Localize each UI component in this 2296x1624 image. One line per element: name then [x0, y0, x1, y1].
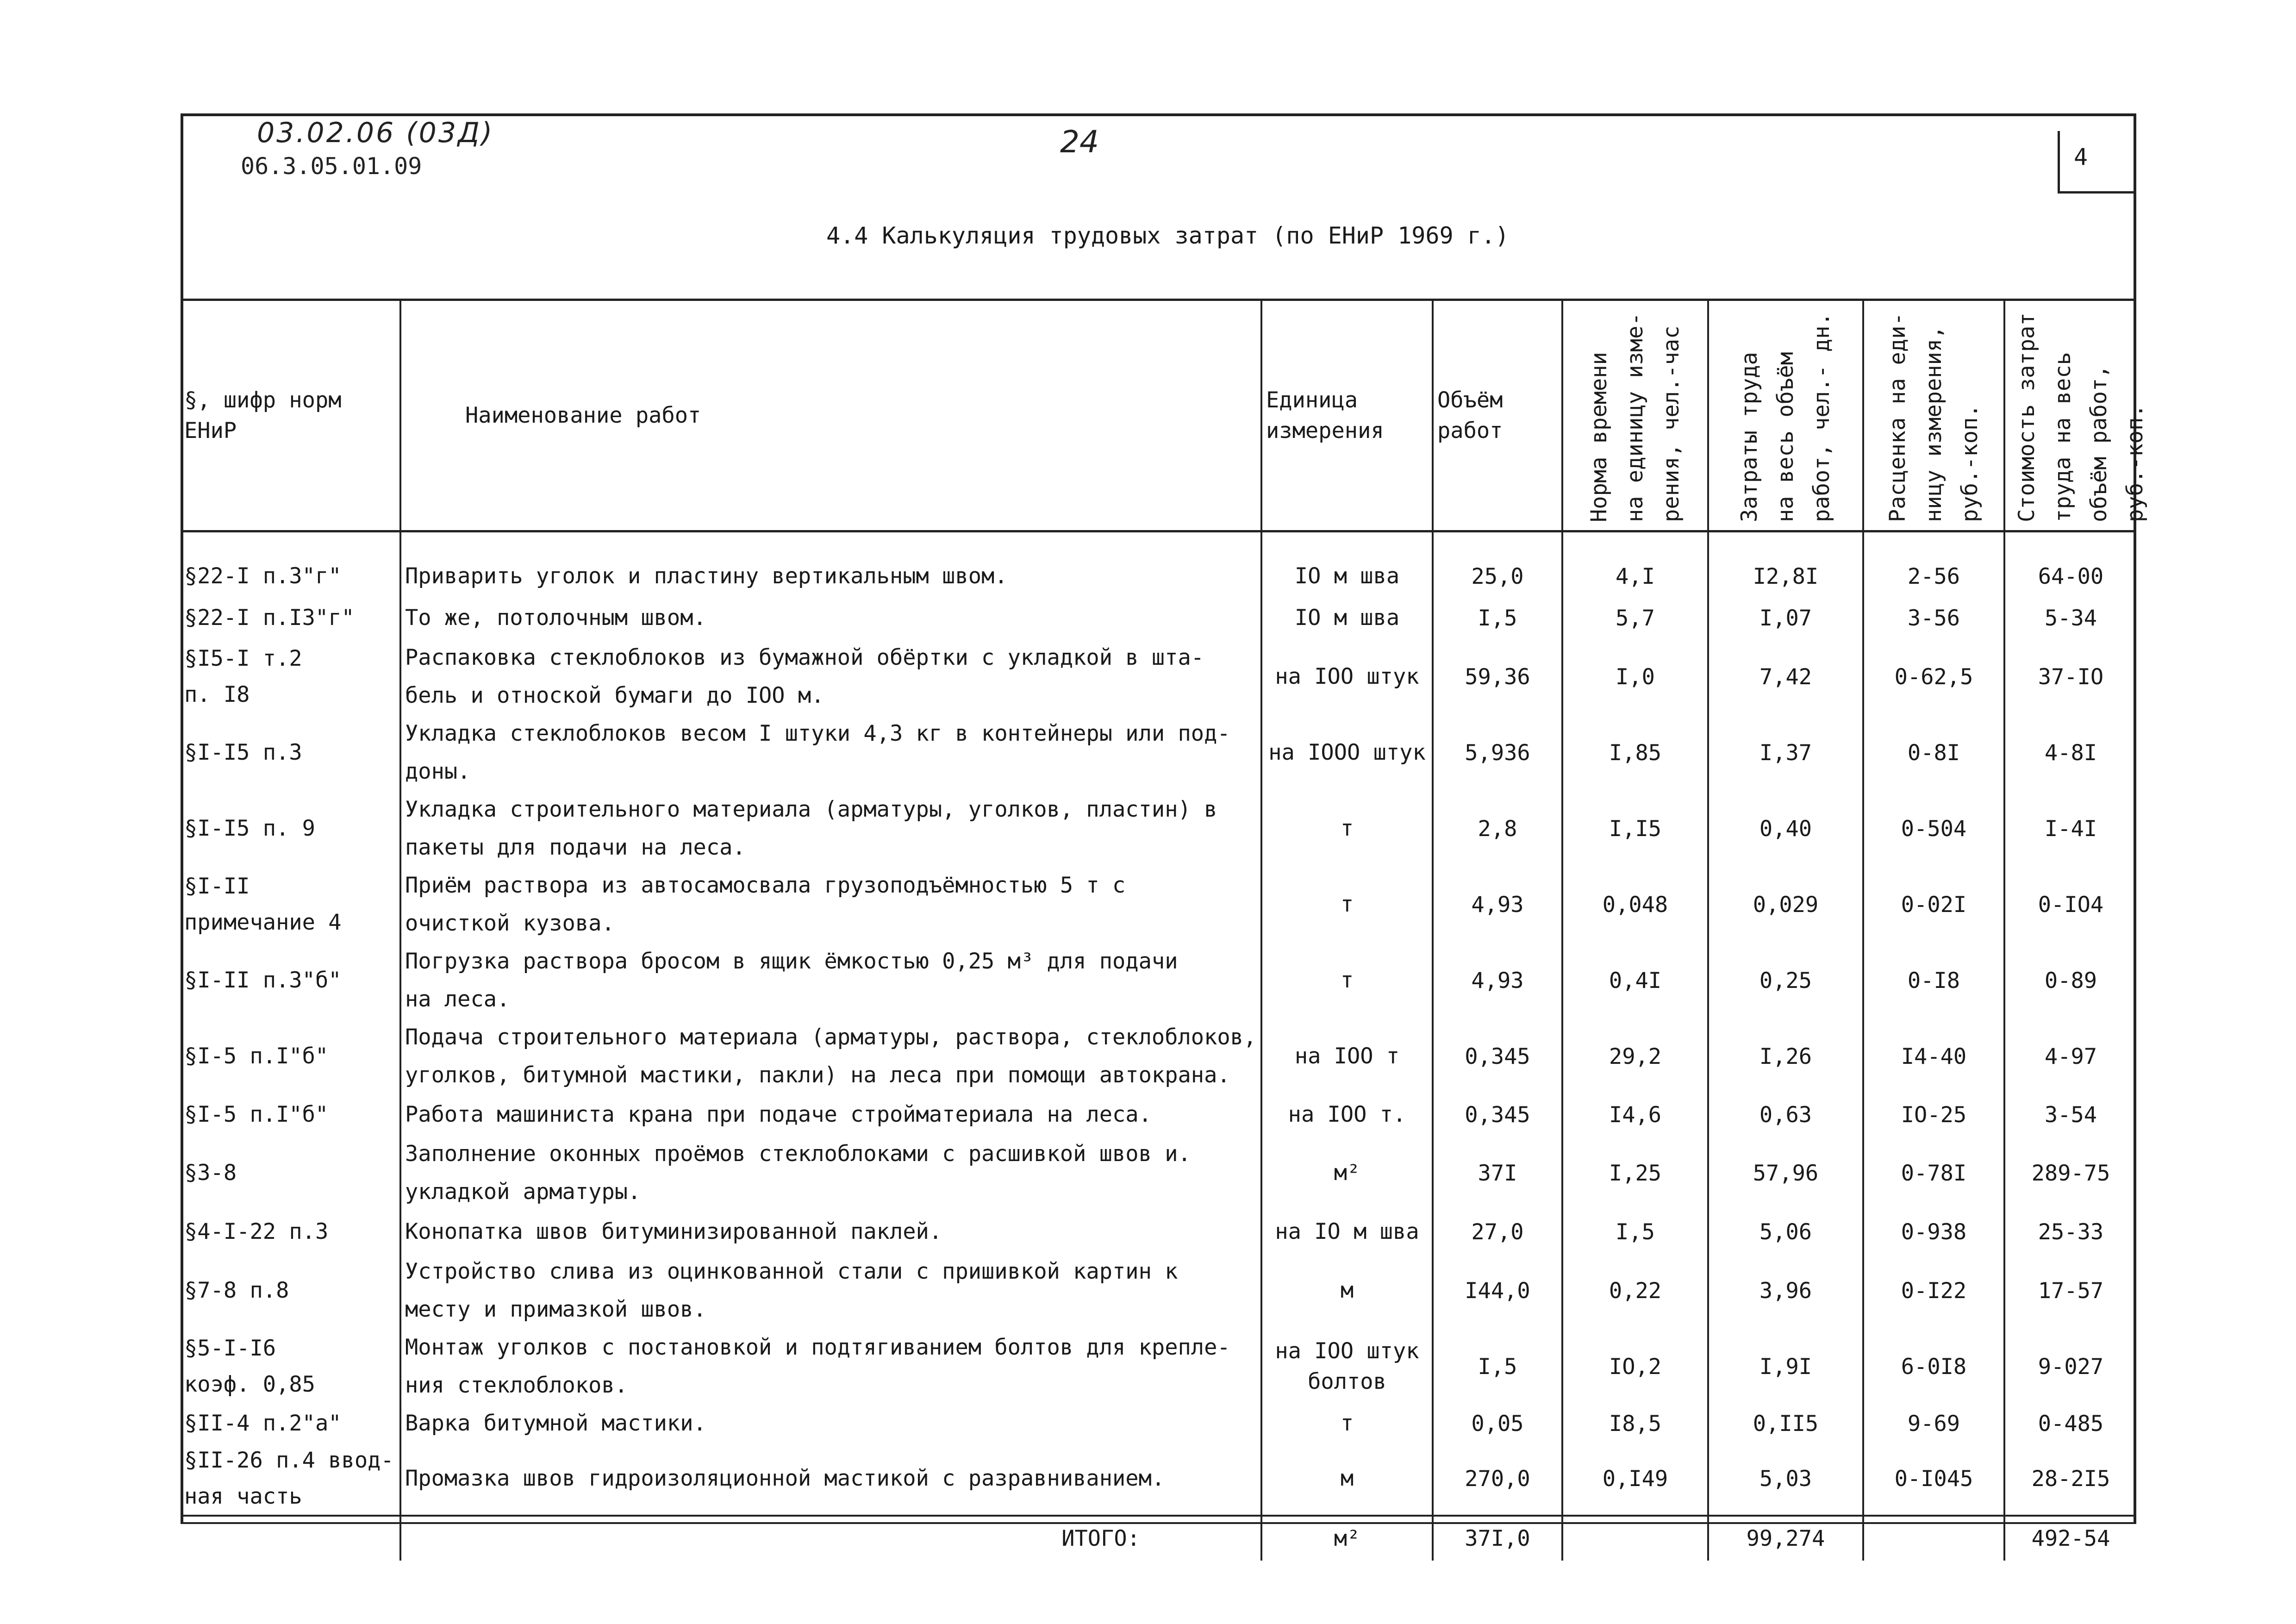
table-cell-ref: §I-II п.3"б" — [184, 968, 342, 993]
table-cell-cost: 37-IO — [2004, 639, 2136, 715]
table-cell-volume: 0,05 — [1433, 1405, 1562, 1443]
table-cell-volume: 0,345 — [1433, 1094, 1562, 1135]
table-row — [181, 1135, 2136, 1211]
table-cell-unit: на IOO штук болтов — [1261, 1329, 1433, 1405]
table-cell-norm: I,I5 — [1562, 791, 1708, 867]
table-row — [181, 1329, 2136, 1405]
table-cell-rate: 3-56 — [1863, 597, 2004, 639]
table-cell-norm: I,5 — [1562, 1211, 1708, 1253]
table-cell-labor: I,9I — [1708, 1329, 1863, 1405]
table-row — [181, 791, 2136, 867]
table-cell-unit: м² — [1261, 1135, 1433, 1211]
table-cell-cost: 0-IO4 — [2004, 867, 2136, 943]
col-header-norm: Норма времени на единицу изме- рения, чел.-час — [1562, 301, 1708, 531]
total-label: ИТОГО: — [400, 1516, 1261, 1561]
table-cell-volume: I,5 — [1433, 597, 1562, 639]
project-code: 06.3.05.01.09 — [241, 153, 422, 180]
col-header-name: Наименование работ — [400, 301, 1261, 531]
table-cell-cost: 3-54 — [2004, 1094, 2136, 1135]
table-cell-rate: 0-504 — [1863, 791, 2004, 867]
table-cell-labor: 0,40 — [1708, 791, 1863, 867]
table-row — [181, 1443, 2136, 1516]
table-cell-name: То же, потолочным швом. — [400, 597, 1261, 639]
table-cell-norm: 0,048 — [1562, 867, 1708, 943]
table-cell-volume: 270,0 — [1433, 1443, 1562, 1516]
table-cell-norm: I8,5 — [1562, 1405, 1708, 1443]
table-cell-volume: 0,345 — [1433, 1018, 1562, 1094]
table-cell-ref: §II-26 п.4 ввод- ная часть — [184, 1448, 394, 1509]
col-header-rate: Расценка на еди- ницу измерения, руб.-коп. — [1863, 301, 2004, 531]
table-cell-cost: 5-34 — [2004, 597, 2136, 639]
table-cell-name: Устройство слива из оцинкованной стали с пришивкой картин к месту и примазкой швов. — [400, 1253, 1261, 1329]
table-header-row — [181, 301, 2136, 531]
table-cell-labor: 7,42 — [1708, 639, 1863, 715]
table-cell-norm: 4,I — [1562, 556, 1708, 597]
table-cell-ref: §I-I5 п.3 — [184, 740, 302, 765]
total-unit: м² — [1261, 1516, 1433, 1561]
table-cell-name: Подача строительного материала (арматуры, раствора, стеклоблоков, уголков, битумной мастики, пакли) на леса при помощи автокрана. — [400, 1018, 1261, 1094]
table-cell-cost: 4-8I — [2004, 715, 2136, 791]
col-header-ref: §, шифр норм ЕНиР — [181, 301, 400, 531]
table-cell-ref: §I-5 п.I"б" — [184, 1043, 329, 1069]
table-cell-cost: 25-33 — [2004, 1211, 2136, 1253]
table-cell-rate: 0-I8 — [1863, 943, 2004, 1018]
table-cell-labor: I,37 — [1708, 715, 1863, 791]
table-cell-rate: 0-62,5 — [1863, 639, 2004, 715]
handwritten-code: 03.02.06 (03Д) — [257, 117, 494, 149]
table-cell-labor: 5,06 — [1708, 1211, 1863, 1253]
table-cell-ref: §22-I п.3"г" — [184, 563, 342, 589]
table-cell-ref: §I-II примечание 4 — [184, 874, 342, 935]
table-cell-labor: 3,96 — [1708, 1253, 1863, 1329]
table-cell-labor: I,26 — [1708, 1018, 1863, 1094]
table-cell-volume: 4,93 — [1433, 867, 1562, 943]
table-cell-labor: 5,03 — [1708, 1443, 1863, 1516]
table-cell-cost: I-4I — [2004, 791, 2136, 867]
table-cell-name: Приём раствора из автосамосвала грузоподъёмностью 5 т с очисткой кузова. — [400, 867, 1261, 943]
table-cell-rate: 0-02I — [1863, 867, 2004, 943]
table-cell-cost: 0-485 — [2004, 1405, 2136, 1443]
table-cell-ref: §I-5 п.I"б" — [184, 1102, 329, 1127]
table-cell-rate: IO-25 — [1863, 1094, 2004, 1135]
table-cell-rate: 2-56 — [1863, 556, 2004, 597]
col-header-volume: Объём работ — [1433, 301, 1562, 531]
col-header-cost: Стоимость затрат труда на весь объём работ, руб.-коп. — [2004, 301, 2136, 531]
table-cell-ref: §5-I-I6 коэф. 0,85 — [184, 1336, 315, 1397]
table-row — [181, 943, 2136, 1018]
table-row — [181, 867, 2136, 943]
table-cell-volume: 27,0 — [1433, 1211, 1562, 1253]
table-cell-unit: на IOO т. — [1261, 1094, 1433, 1135]
spacer-row — [181, 531, 2136, 556]
table-cell-unit: м — [1261, 1253, 1433, 1329]
table-cell-labor: I2,8I — [1708, 556, 1863, 597]
table-cell-rate: 0-I045 — [1863, 1443, 2004, 1516]
table-cell-labor: 0,II5 — [1708, 1405, 1863, 1443]
table-cell-name: Распаковка стеклоблоков из бумажной обёртки с укладкой в шта- бель и отноской бумаги до IOO м. — [400, 639, 1261, 715]
table-row — [181, 1405, 2136, 1443]
table-cell-unit: на IOOO штук — [1261, 715, 1433, 791]
table-cell-labor: 0,029 — [1708, 867, 1863, 943]
table-cell-norm: 0,22 — [1562, 1253, 1708, 1329]
table-cell-norm: 0,4I — [1562, 943, 1708, 1018]
table-row — [181, 556, 2136, 597]
table-cell-unit: т — [1261, 791, 1433, 867]
table-cell-rate: 9-69 — [1863, 1405, 2004, 1443]
table-cell-rate: 0-8I — [1863, 715, 2004, 791]
table-cell-labor: I,07 — [1708, 597, 1863, 639]
table-cell-norm: I,25 — [1562, 1135, 1708, 1211]
table-cell-rate: 0-78I — [1863, 1135, 2004, 1211]
table-cell-cost: 0-89 — [2004, 943, 2136, 1018]
table-row — [181, 597, 2136, 639]
col-header-labor: Затраты труда на весь объём работ, чел.- дн. — [1708, 301, 1863, 531]
table-row — [181, 1211, 2136, 1253]
table-cell-volume: I44,0 — [1433, 1253, 1562, 1329]
table-cell-cost: 4-97 — [2004, 1018, 2136, 1094]
table-cell-name: Работа машиниста крана при подаче стройматериала на леса. — [400, 1094, 1261, 1135]
table-cell-name: Приварить уголок и пластину вертикальным швом. — [400, 556, 1261, 597]
sheet-number: 4 — [2074, 144, 2088, 170]
table-row — [181, 1253, 2136, 1329]
table-row — [181, 1094, 2136, 1135]
table-cell-rate: I4-40 — [1863, 1018, 2004, 1094]
table-cell-unit: на IOO т — [1261, 1018, 1433, 1094]
table-cell-labor: 57,96 — [1708, 1135, 1863, 1211]
table-row — [181, 639, 2136, 715]
document-title: 4.4 Калькуляция трудовых затрат (по ЕНиР 1969 г.) — [826, 222, 1510, 249]
table-cell-cost: 28-2I5 — [2004, 1443, 2136, 1516]
table-cell-norm: 0,I49 — [1562, 1443, 1708, 1516]
table-cell-unit: м — [1261, 1443, 1433, 1516]
table-cell-ref: §4-I-22 п.3 — [184, 1219, 329, 1244]
total-labor: 99,274 — [1708, 1516, 1863, 1561]
table-cell-volume: 5,936 — [1433, 715, 1562, 791]
table-cell-rate: 0-I22 — [1863, 1253, 2004, 1329]
col-header-unit: Единица измерения — [1261, 301, 1433, 531]
sheet-number-box — [2058, 131, 2134, 194]
table-row — [181, 1018, 2136, 1094]
table-cell-labor: 0,63 — [1708, 1094, 1863, 1135]
table-cell-rate: 0-938 — [1863, 1211, 2004, 1253]
table-cell-name: Укладка строительного материала (арматуры, уголков, пластин) в пакеты для подачи на леса. — [400, 791, 1261, 867]
table-cell-name: Заполнение оконных проёмов стеклоблоками с расшивкой швов и. укладкой арматуры. — [400, 1135, 1261, 1211]
table-cell-volume: I,5 — [1433, 1329, 1562, 1405]
table-cell-unit: т — [1261, 943, 1433, 1018]
total-volume: 37I,0 — [1433, 1516, 1562, 1561]
table-cell-name: Варка битумной мастики. — [400, 1405, 1261, 1443]
table-cell-norm: I4,6 — [1562, 1094, 1708, 1135]
page-number: 24 — [1060, 124, 1099, 160]
table-cell-norm: 5,7 — [1562, 597, 1708, 639]
table-cell-norm: IO,2 — [1562, 1329, 1708, 1405]
table-cell-ref: §II-4 п.2"а" — [184, 1411, 342, 1436]
table-cell-cost: 289-75 — [2004, 1135, 2136, 1211]
table-cell-cost: 9-027 — [2004, 1329, 2136, 1405]
table-cell-name: Конопатка швов битуминизированной паклей. — [400, 1211, 1261, 1253]
table-cell-ref: §22-I п.I3"г" — [184, 605, 355, 631]
table-cell-unit: на IO м шва — [1261, 1211, 1433, 1253]
table-cell-labor: 0,25 — [1708, 943, 1863, 1018]
labor-cost-table — [181, 301, 2148, 1561]
table-cell-norm: 29,2 — [1562, 1018, 1708, 1094]
table-cell-norm: I,0 — [1562, 639, 1708, 715]
table-cell-name: Погрузка раствора бросом в ящик ёмкостью 0,25 м³ для подачи на леса. — [400, 943, 1261, 1018]
table-cell-volume: 4,93 — [1433, 943, 1562, 1018]
total-cost: 492-54 — [2004, 1516, 2136, 1561]
table-cell-volume: 25,0 — [1433, 556, 1562, 597]
table-cell-unit: т — [1261, 1405, 1433, 1443]
table-cell-cost: 17-57 — [2004, 1253, 2136, 1329]
table-cell-name: Монтаж уголков с постановкой и подтягиванием болтов для крепле- ния стеклоблоков. — [400, 1329, 1261, 1405]
table-cell-unit: IO м шва — [1261, 556, 1433, 597]
table-cell-volume: 2,8 — [1433, 791, 1562, 867]
table-cell-norm: I,85 — [1562, 715, 1708, 791]
table-cell-ref: §7-8 п.8 — [184, 1278, 289, 1303]
table-cell-name: Укладка стеклоблоков весом I штуки 4,3 кг в контейнеры или под- доны. — [400, 715, 1261, 791]
table-cell-ref: §3-8 — [184, 1160, 237, 1186]
table-cell-cost: 64-00 — [2004, 556, 2136, 597]
table-cell-unit: на IOO штук — [1261, 639, 1433, 715]
table-cell-rate: 6-0I8 — [1863, 1329, 2004, 1405]
table-cell-name: Промазка швов гидроизоляционной мастикой с разравниванием. — [400, 1443, 1261, 1516]
table-cell-unit: IO м шва — [1261, 597, 1433, 639]
table-cell-volume: 59,36 — [1433, 639, 1562, 715]
table-row — [181, 715, 2136, 791]
table-cell-ref: §I-I5 п. 9 — [184, 816, 315, 841]
table-cell-ref: §I5-I т.2 п. I8 — [184, 646, 302, 707]
table-cell-volume: 37I — [1433, 1135, 1562, 1211]
table-cell-unit: т — [1261, 867, 1433, 943]
table-bottom-rule — [181, 1522, 2136, 1524]
